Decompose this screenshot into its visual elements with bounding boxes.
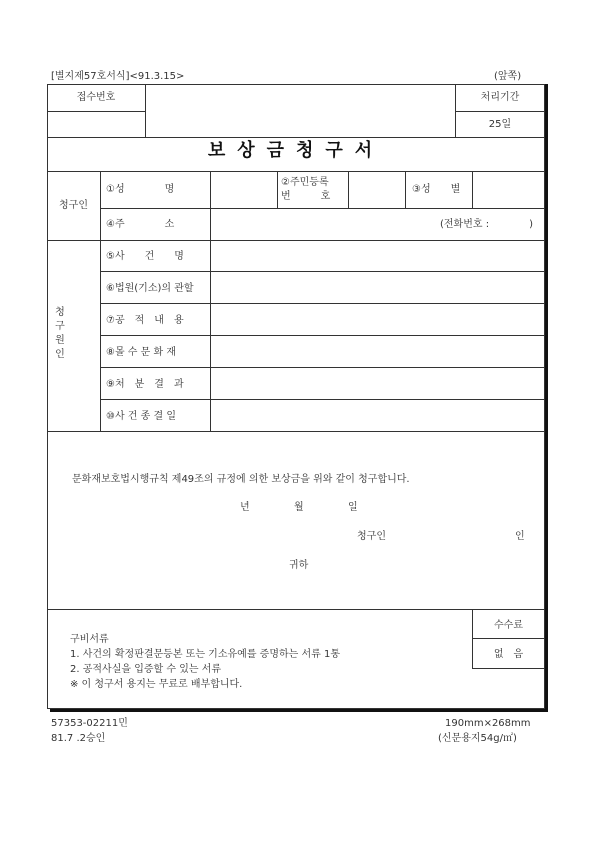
date-day-label: 일	[348, 502, 358, 513]
rule	[145, 84, 146, 138]
document-item-2: 2. 공적사실을 입증할 수 있는 서류	[70, 664, 222, 675]
name-field[interactable]	[211, 172, 276, 207]
form-code: 57353-02211민	[51, 718, 128, 729]
form-number: [별지제57호서식]<91.3.15>	[51, 71, 185, 82]
rule	[277, 171, 278, 208]
rule	[472, 668, 545, 669]
rule	[47, 171, 545, 172]
address-field[interactable]	[211, 209, 431, 239]
case-name-label: ⑤사 건 명	[106, 251, 184, 262]
cause-section-label: 청구원인	[55, 307, 65, 360]
free-distribution-note: ※ 이 청구서 용지는 무료로 배부합니다.	[70, 679, 243, 690]
claimant-signature-field[interactable]	[395, 527, 505, 545]
claimant-section-label: 청구인	[59, 200, 88, 211]
processing-period-label: 처리기간	[480, 92, 520, 103]
disposition-label: ⑨처 분 결 과	[106, 379, 184, 390]
rule	[455, 111, 545, 112]
confiscated-field[interactable]	[211, 336, 544, 366]
fee-label: 수수료	[494, 620, 523, 631]
resident-number-field[interactable]	[349, 172, 404, 207]
phone-label: (전화번호 : )	[440, 219, 533, 230]
resident-number-label: ②주민등록	[281, 177, 329, 188]
receipt-number-label: 접수번호	[76, 92, 116, 103]
paper-type: (신문용지54g/㎡)	[438, 733, 517, 744]
frame-shadow-bottom	[50, 709, 548, 712]
confiscated-label: ⑧몰 수 문 화 재	[106, 347, 176, 358]
closing-date-field[interactable]	[211, 400, 544, 430]
address-label: ④주 소	[106, 219, 175, 230]
merit-field[interactable]	[211, 304, 544, 334]
addressee-label: 귀하	[289, 560, 309, 571]
name-label: ①성 명	[106, 184, 175, 195]
page-side-label: (앞쪽)	[494, 71, 522, 82]
document-item-1: 1. 사건의 확정판결문등본 또는 기소유예를 증명하는 서류 1통	[70, 649, 340, 660]
rule	[47, 609, 545, 610]
disposition-field[interactable]	[211, 368, 544, 398]
rule	[100, 171, 101, 431]
rule	[405, 171, 406, 208]
closing-date-label: ⑩사 건 종 결 일	[106, 411, 176, 422]
gender-label: ③성 별	[412, 184, 461, 195]
rule	[472, 638, 545, 639]
date-year-label: 년	[240, 502, 250, 513]
rule	[47, 431, 545, 432]
gender-field[interactable]	[473, 172, 544, 207]
paper-size: 190mm×268mm	[445, 718, 531, 729]
fee-value: 없 음	[493, 649, 524, 660]
resident-number-label-2: 번 호	[281, 191, 331, 202]
court-field[interactable]	[211, 272, 544, 302]
seal-label: 인	[515, 531, 525, 542]
processing-period-value: 25일	[488, 119, 512, 130]
documents-heading: 구비서류	[70, 634, 109, 645]
merit-label: ⑦공 적 내 용	[106, 315, 184, 326]
receipt-number-field[interactable]	[48, 112, 144, 137]
frame-shadow-right	[545, 84, 548, 712]
declaration-statement: 문화재보호법시행규칙 제49조의 규정에 의한 보상금을 위와 같이 청구합니다.	[72, 474, 410, 485]
approval-date: 81.7 .2승인	[51, 733, 106, 744]
declaration-claimant-label: 청구인	[357, 531, 386, 542]
court-label: ⑥법원(기소)의 관할	[106, 283, 194, 294]
date-month-label: 월	[294, 502, 304, 513]
form-title: 보상금청구서	[207, 140, 385, 161]
case-name-field[interactable]	[211, 241, 544, 270]
